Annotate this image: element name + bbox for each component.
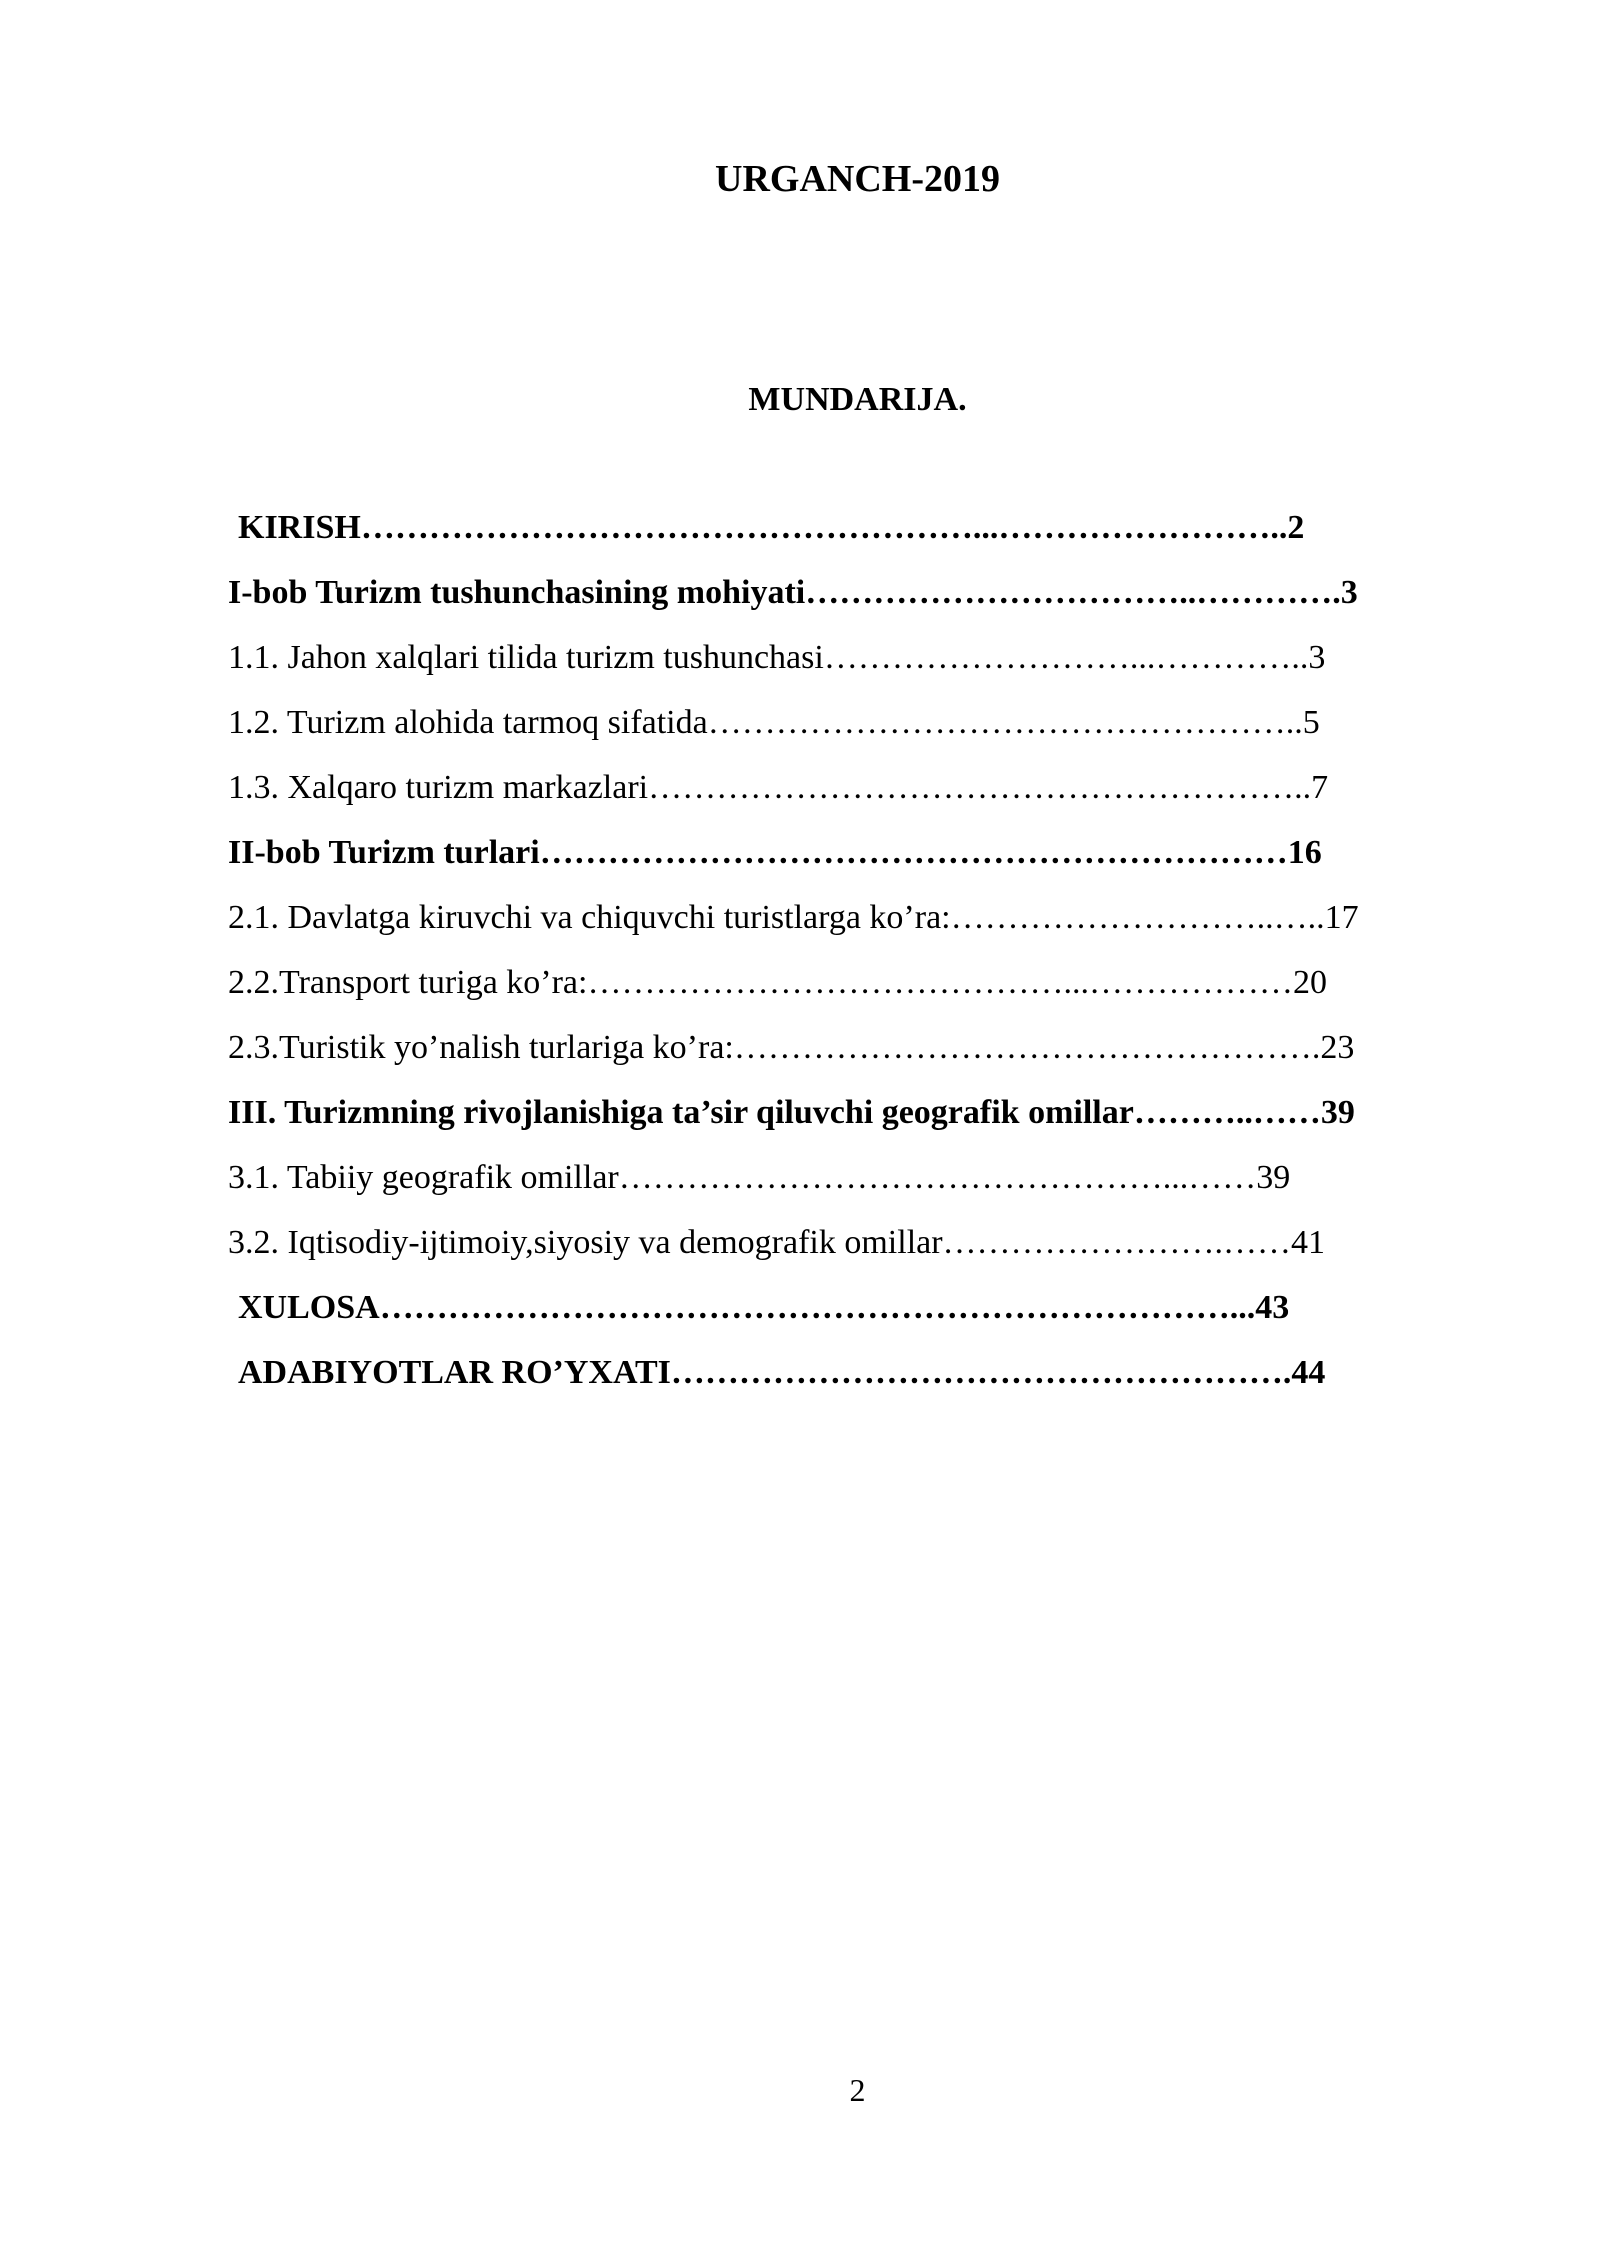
- toc-entry: [228, 1024, 1483, 1089]
- toc-entry-text: 1.1. Jahon xalqlari tilida turizm tushunchasi………………………...…………..3: [228, 639, 1326, 676]
- toc-entry: [228, 504, 1483, 569]
- toc-entry-text: III. Turizmning rivojlanishiga ta’sir qiluvchi geografik omillar………..……39: [228, 1094, 1355, 1131]
- toc-entry: [228, 1154, 1483, 1219]
- toc-entry-text: 2.3.Turistik yo’nalish turlariga ko’ra:…………………………………………….23: [228, 1029, 1355, 1066]
- toc-entry: [228, 1284, 1483, 1349]
- table-of-contents-title: MUNDARIJA.: [748, 381, 967, 418]
- toc-entry-text: 2.1. Davlatga kiruvchi va chiquvchi turistlarga ko’ra:………………………..…..17: [228, 899, 1359, 936]
- toc-entry-text: KIRISH………………………………………………...……………………..2: [238, 509, 1305, 546]
- toc-entry: [228, 699, 1483, 764]
- toc-entry: [228, 1089, 1483, 1154]
- toc-entry: [228, 634, 1483, 699]
- toc-entry: [228, 1219, 1483, 1284]
- toc-entry-text: 3.2. Iqtisodiy-ijtimoiy,siyosiy va demografik omillar…………………….……41: [228, 1224, 1326, 1261]
- city-year-heading: URGANCH-2019: [715, 158, 1000, 200]
- toc-entry-text: XULOSA…………………………………………………………………...43: [238, 1289, 1290, 1326]
- table-of-contents: [228, 504, 1483, 1414]
- toc-entry-text: 2.2.Transport turiga ko’ra:……………………………………...………………20: [228, 964, 1327, 1001]
- toc-entry: [228, 959, 1483, 1024]
- toc-entry: [228, 894, 1483, 959]
- toc-entry-text: 1.3. Xalqaro turizm markazlari…………………………………………………..7: [228, 769, 1329, 806]
- toc-entry: [228, 1349, 1483, 1414]
- page-number: 2: [849, 2072, 866, 2108]
- toc-entry-text: ADABIYOTLAR RO’YXATI……………………………………………….44: [238, 1354, 1326, 1391]
- toc-entry: [228, 829, 1483, 894]
- toc-entry: [228, 764, 1483, 829]
- toc-entry: [228, 569, 1483, 634]
- toc-entry-text: 3.1. Tabiiy geografik omillar…………………………………………...……39: [228, 1159, 1291, 1196]
- toc-entry-text: 1.2. Turizm alohida tarmoq sifatida……………………………………………..5: [228, 704, 1320, 741]
- toc-entry-text: II-bob Turizm turlari…………………………………………………………16: [228, 834, 1322, 871]
- toc-entry-text: I-bob Turizm tushunchasining mohiyati……………………………..………….3: [228, 574, 1358, 611]
